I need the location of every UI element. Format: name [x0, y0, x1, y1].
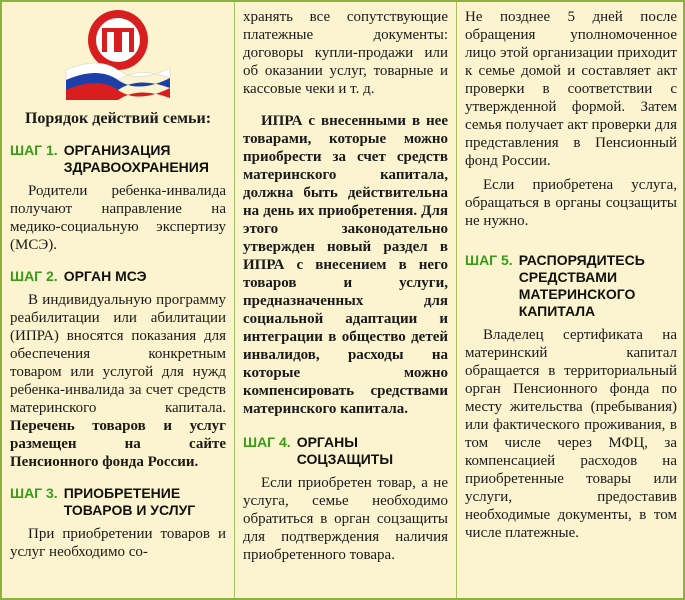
step-3-heading	[10, 485, 226, 519]
step-5-label: ШАГ 5.	[465, 252, 513, 268]
step-4-title: ОРГАНЫ СОЦЗАЩИТЫ	[296, 434, 394, 467]
step-3-label: ШАГ 3.	[10, 485, 58, 501]
step-2-heading	[10, 268, 226, 285]
step-5-title: РАСПОРЯДИТЕСЬ СРЕДСТВАМИ МАТЕРИНСКОГО КАПИТАЛА	[518, 252, 645, 319]
step-2-text-bold: Перечень товаров и услуг размещен на сайте Пенсионного фонда России.	[10, 418, 226, 470]
step-1-label: ШАГ 1.	[10, 142, 58, 158]
step-4-label: ШАГ 4.	[243, 434, 291, 450]
step-1-title: ОРГАНИЗАЦИЯ ЗДРАВООХРАНЕНИЯ	[63, 142, 209, 175]
pfr-logo	[58, 8, 178, 100]
step-2-title: ОРГАН МСЭ	[63, 268, 147, 284]
step-4-text: Если приобретен товар, а не услуга, семье необходимо обратиться в орган соцзащиты для подтверждения наличия приобретенного товара.	[243, 475, 448, 563]
column-1	[2, 2, 234, 598]
service-paragraph: Если приобретена услуга, обращаться в органы соцзащиты не нужно.	[465, 177, 677, 229]
step-2-text-body: В индивидуальную программу реабилитации или абилитации (ИПРА) вносятся показания для обеспечения конкретным товаром или услугой для нужд ребенка-инвалида за счет средств материнского капитала.	[10, 292, 226, 416]
step-5-text: Владелец сертификата на материнский капитал обращается в территориальный орган Пенсионного фонда по месту жительства (пребывания) или фактического проживания, в том числе через МФЦ, за компенсацией расходов на приобретенные товары или услуги, предоставив необходимые документы, в том числе платежные.	[465, 327, 677, 541]
step-2-label: ШАГ 2.	[10, 268, 58, 284]
step-4-heading	[243, 434, 448, 468]
column-2	[234, 2, 456, 598]
step-3-continued-text: хранять все сопутствующие платежные документы: договоры купли-продажи или об оказании услуг, товарные и кассовые чеки и т. д.	[243, 9, 448, 97]
pfr-logo-icon	[58, 8, 178, 100]
intro-heading: Порядок действий семьи:	[24, 110, 212, 127]
ipra-bold-paragraph: ИПРА с внесенными в нее товарами, которые можно приобрести за счет средств материнского капитала, должна быть действительна на день их приобретения. Для этого законодательно утвержден новый раздел в ИПРА с внесением в него товаров и услуги, предназначенных для социальной адаптации и интеграции в общество детей инвалидов, расходы на которые можно компенсировать средствами материнского капитала.	[243, 113, 448, 417]
column-3	[456, 2, 685, 598]
step-1-text: Родители ребенка-инвалида получают направление на медико-социальную экспертизу (МСЭ).	[10, 183, 226, 253]
step-5-heading	[465, 252, 677, 320]
step-2-text	[10, 291, 226, 471]
step-3-title: ПРИОБРЕТЕНИЕ ТОВАРОВ И УСЛУГ	[63, 485, 196, 518]
step-3-text: При приобретении товаров и услуг необходимо со-	[10, 526, 226, 560]
step-1-heading	[10, 142, 226, 176]
step-4-continued-text: Не позднее 5 дней после обращения уполномоченное лицо этой организации приходит к семье домой и составляет акт проверки в соответствии с утвержденной формой. Затем семья получает акт проверки для представления в Пенсионный фонд России.	[465, 9, 677, 169]
